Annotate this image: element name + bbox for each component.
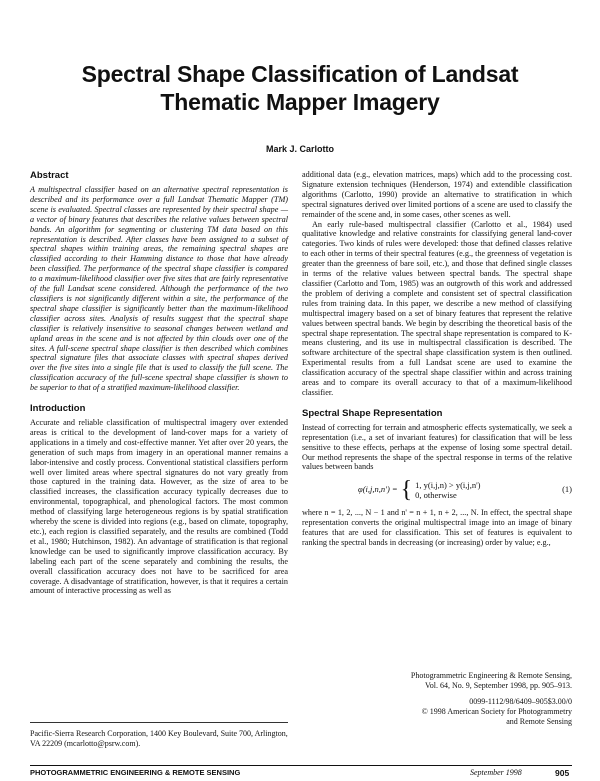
right-paragraph-2: An early rule-based multispectral classifier (Carlotto et al., 1984) used qualitative knowledge and relative constraints for classifying general land-cover categories. Two kinds of rules were developed: those that defined classes relative to each other in terms of their spectral features (e.g., the greenness of vegetation is greater than the greenness of bare soil, etc.), and those that defined single classes in terms of the relative values between spectral bands. The spectral shape classifier (Carlotto and Tom, 1985) was an outgrowth of this work and addressed the problem of deriving a complete and consistent set of spectral classification rules from training data. In this paper, we describe a new method of classifying multispectral imagery based on a set of binary features that represent the relative values between spectral bands. We begin by describing the theoretical basis of the spectral shape representation. The spectral shape representation is compared to K-means clustering, and its use in multispectral classification is described. The software architecture of the spectral shape classification system is then outlined. Experimental results from a full Landsat scene are used to examine the classification accuracy of the spectral shape classifier within and across training areas and to compare its overall accuracy to that of a maximum-likelihood classifier.	[302, 219, 572, 397]
footer-rule	[30, 765, 572, 766]
equation-1	[302, 477, 572, 504]
citation-line-4: © 1998 American Society for Photogrammetry	[421, 707, 572, 716]
equation-brace: {	[400, 477, 413, 504]
footer-date: September 1998	[470, 768, 522, 777]
equation-case-2: 0, otherwise	[415, 490, 457, 501]
left-column	[30, 170, 288, 596]
introduction-heading: Introduction	[30, 403, 86, 415]
citation-line-3: 0099-1112/98/6409–905$3.00/0	[469, 697, 572, 706]
equation-number: (1)	[562, 484, 572, 495]
citation-block	[302, 671, 572, 727]
right-paragraph-1: additional data (e.g., elevation matrices, maps) which add to the processing cost. Signature extension techniques (Henderson, 1974) and extendible classification algorithms (Carlotto, 1990) provide an alternative to stratification in which spectral signatures derived over limited portions of a scene are used to classify the remainder of the scene and, in some cases, other scenes as well.	[302, 170, 572, 219]
section-heading-spectral-shape: Spectral Shape Representation	[302, 407, 443, 419]
footer-journal: PHOTOGRAMMETRIC ENGINEERING & REMOTE SENSING	[30, 768, 241, 777]
right-paragraph-4: where n = 1, 2, ..., N − 1 and n' = n + 1, n + 2, ..., N. In effect, the spectral shape representation converts the original multispectral image into an image of binary features that are used for classification. This set of features is equivalent to ranking the spectral bands in decreasing (or increasing) order by value; e.g.,	[302, 508, 572, 548]
title-line-2: Thematic Mapper Imagery	[160, 89, 440, 115]
paper-title	[0, 60, 600, 116]
author-name: Mark J. Carlotto	[265, 144, 334, 154]
affiliation-rule	[30, 722, 288, 723]
page-number: 905	[555, 768, 570, 778]
citation-line-5: and Remote Sensing	[506, 717, 572, 726]
author-affiliation: Pacific-Sierra Research Corporation, 1400 Key Boulevard, Suite 700, Arlington, VA 22209 (mcarlotto@psrw.com).	[30, 729, 288, 748]
title-line-1: Spectral Shape Classification of Landsat	[81, 61, 519, 87]
equation-cases	[415, 480, 480, 500]
abstract-heading: Abstract	[30, 170, 69, 181]
right-column	[302, 170, 572, 548]
equation-lhs: φ(i,j,n,n') =	[358, 484, 398, 495]
citation-line-2: Vol. 64, No. 9, September 1998, pp. 905–913.	[425, 681, 572, 690]
citation-line-1: Photogrammetric Engineering & Remote Sensing,	[410, 671, 572, 680]
abstract-text: A multispectral classifier based on an alternative spectral representation is described and its performance over a full Landsat Thematic Mapper (TM) scene is evaluated. Spectral classes are represented by their spectral shape — a vector of binary features that describes the relative values between spectral bands. An algorithm for segmenting or clustering TM data based on this representation is described. After classes have been assigned to a subset of spectral shapes within training areas, the remaining spectral shapes are classified according to their Hamming distance to those that have already been classified. The performance of the spectral shape classifier is compared to a maximum-likelihood classifier over five sites that are fairly representative of the full Landsat scene considered. Although the performance of the two classifiers is not significantly different within a site, the performance of the spectral shape classifier is significantly better than the maximum-likelihood classifier across sites. Analysis of results suggest that the spectral shape classifier is relatively insensitive to seasonal changes between wetland and upland areas in the scene and is not affected by thin clouds over one of the sites. A full-scene spectral shape classifier is then described which combines spectral signature files that associate classes with spectral shapes derived over the five sites into a single file that is used to classify the full scene. The classification accuracy of the full-scene spectral shape classifier is shown to be superior to that of a stratified maximum-likelihood classifier.	[30, 185, 288, 393]
introduction-text: Accurate and reliable classification of multispectral imagery over extended areas is critical to the development of land-cover maps for a variety of applications in a timely and cost-effective manner. Yet after over 20 years, the generation of such maps from imagery in an operational manner remains a labor-intensive and costly process. Conventional statistical classifiers perform well over limited areas where spectral signatures do not vary greatly from those captured in the training data. However, as the size of area to be classified increases, the classification accuracy typically decreases due to environmental, topographical, and phenological factors. The most common method of classifying large heterogeneous regions is by spatial stratification whereby the scene is divided into regions (e.g., based on climate, topography, etc.), each region is classified separately, and the results are combined (Todd et al., 1980; Hutchinson, 1982). An advantage of stratification is that regional knowledge can be used to significantly improve classification accuracy. By labeling each part of the scene separately and combining the results, the overall classification accuracy does not have to be sacrificed for area coverage. A disadvantage of stratification, however, is that it requires a certain amount of interactive processing as well as	[30, 418, 288, 596]
equation-case-1: 1, y(i,j,n) > y(i,j,n')	[415, 480, 481, 491]
right-paragraph-3: Instead of correcting for terrain and atmospheric effects systematically, we seek a representation (i.e., a set of invariant features) for classification that will be less sensitive to these effects, perhaps at the expense of losing some spectral detail. Our method represents the shape of the spectral response in terms of the relative values between bands	[302, 422, 572, 472]
